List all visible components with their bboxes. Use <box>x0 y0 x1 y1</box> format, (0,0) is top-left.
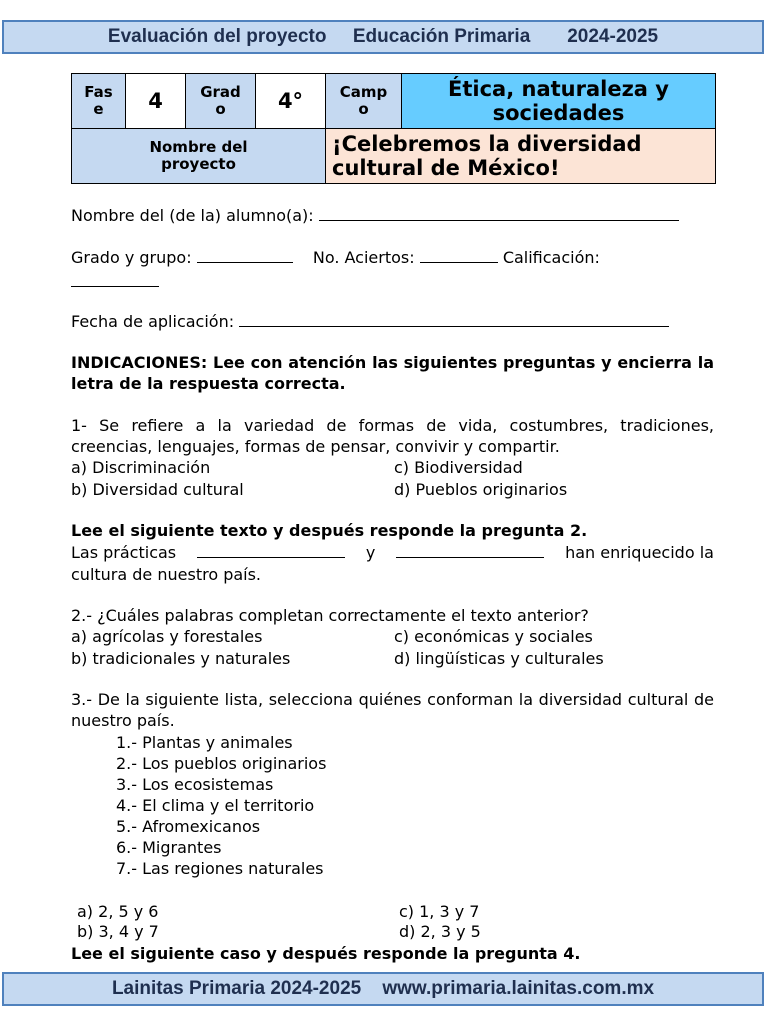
question-2-text: 2.- ¿Cuáles palabras completan correctamente el texto anterior? <box>71 606 589 625</box>
hits-label: No. Aciertos: <box>312 248 415 267</box>
list-item: 2.- Los pueblos originarios <box>116 754 327 773</box>
reading-4-heading: Lee el siguiente caso y después responde la pregunta 4. <box>71 944 581 963</box>
reading-2-part1: Las prácticas <box>71 543 177 562</box>
q1-option-b[interactable]: b) Diversidad cultural <box>71 480 244 499</box>
q3-list <box>116 732 326 879</box>
list-item: 7.- Las regiones naturales <box>116 859 324 878</box>
reading-2-part2: y <box>365 543 376 562</box>
list-item: 4.- El clima y el territorio <box>116 796 315 815</box>
question-3-text: 3.- De la siguiente lista, selecciona quiénes conforman la diversidad cultural de nuestro país. <box>71 690 714 730</box>
footer-url[interactable]: www.primaria.lainitas.com.mx <box>382 978 655 999</box>
q1-option-c[interactable]: c) Biodiversidad <box>394 458 523 477</box>
footer-banner <box>2 972 764 1006</box>
list-item: 1.- Plantas y animales <box>116 733 293 752</box>
question-1-text: 1- Se refiere a la variedad de formas de vida, costumbres, tradiciones, creencias, lenguajes, formas de pensar, convivir y compartir. <box>71 416 714 456</box>
reading-2-blank-1[interactable] <box>197 543 345 558</box>
q2-option-c[interactable]: c) económicas y sociales <box>394 627 593 646</box>
header-banner <box>2 20 764 54</box>
instructions: INDICACIONES: Lee con atención las siguientes preguntas y encierra la letra de la respuesta correcta. <box>71 353 714 393</box>
q2-option-b[interactable]: b) tradicionales y naturales <box>71 649 291 668</box>
nombre-proyecto-label: Nombre del proyecto <box>72 129 326 184</box>
hits-field[interactable] <box>420 248 498 263</box>
q3-option-b[interactable]: b) 3, 4 y 7 <box>77 922 159 941</box>
date-label: Fecha de aplicación: <box>71 312 235 331</box>
grado-value: 4° <box>256 74 326 129</box>
list-item: 5.- Afromexicanos <box>116 817 261 836</box>
grade-field[interactable] <box>197 248 293 263</box>
q2-option-d[interactable]: d) lingüísticas y culturales <box>394 649 604 668</box>
list-item: 6.- Migrantes <box>116 838 222 857</box>
grade-label: Grado y grupo: <box>71 248 192 267</box>
reading-2-heading: Lee el siguiente texto y después responde la pregunta 2. <box>71 521 588 540</box>
fase-label: Fas e <box>72 74 126 129</box>
project-info-table <box>71 73 716 184</box>
header-title: Evaluación del proyecto <box>107 26 327 47</box>
q3-option-c[interactable]: c) 1, 3 y 7 <box>399 902 480 921</box>
list-item: 3.- Los ecosistemas <box>116 775 274 794</box>
reading-2-blank-2[interactable] <box>396 543 544 558</box>
student-name-label: Nombre del (de la) alumno(a): <box>71 206 314 225</box>
campo-value: Ética, naturaleza y sociedades <box>402 74 716 129</box>
grado-label: Grad o <box>186 74 256 129</box>
reading-2-sentence <box>71 542 714 563</box>
q1-option-d[interactable]: d) Pueblos originarios <box>394 480 568 499</box>
score-field-line <box>71 272 159 291</box>
q3-option-d[interactable]: d) 2, 3 y 5 <box>399 922 481 941</box>
q1-option-a[interactable]: a) Discriminación <box>71 458 211 477</box>
nombre-proyecto-value: ¡Celebremos la diversidad cultural de México! <box>326 129 716 184</box>
score-label: Calificación: <box>502 248 600 267</box>
q2-option-a[interactable]: a) agrícolas y forestales <box>71 627 263 646</box>
header-level: Educación Primaria <box>352 26 531 47</box>
reading-2-part4: cultura de nuestro país. <box>71 565 262 584</box>
score-field[interactable] <box>71 272 159 287</box>
date-line <box>71 312 669 331</box>
fase-value: 4 <box>126 74 186 129</box>
footer-site-name: Lainitas Primaria 2024-2025 <box>111 978 362 999</box>
campo-label: Camp o <box>326 74 402 129</box>
q3-option-a[interactable]: a) 2, 5 y 6 <box>77 902 159 921</box>
student-name-line <box>71 206 679 225</box>
grade-line <box>71 248 600 267</box>
reading-2-part3: han enriquecido la <box>565 543 714 562</box>
student-name-field[interactable] <box>319 206 679 221</box>
date-field[interactable] <box>239 312 669 327</box>
header-year: 2024-2025 <box>567 26 659 47</box>
